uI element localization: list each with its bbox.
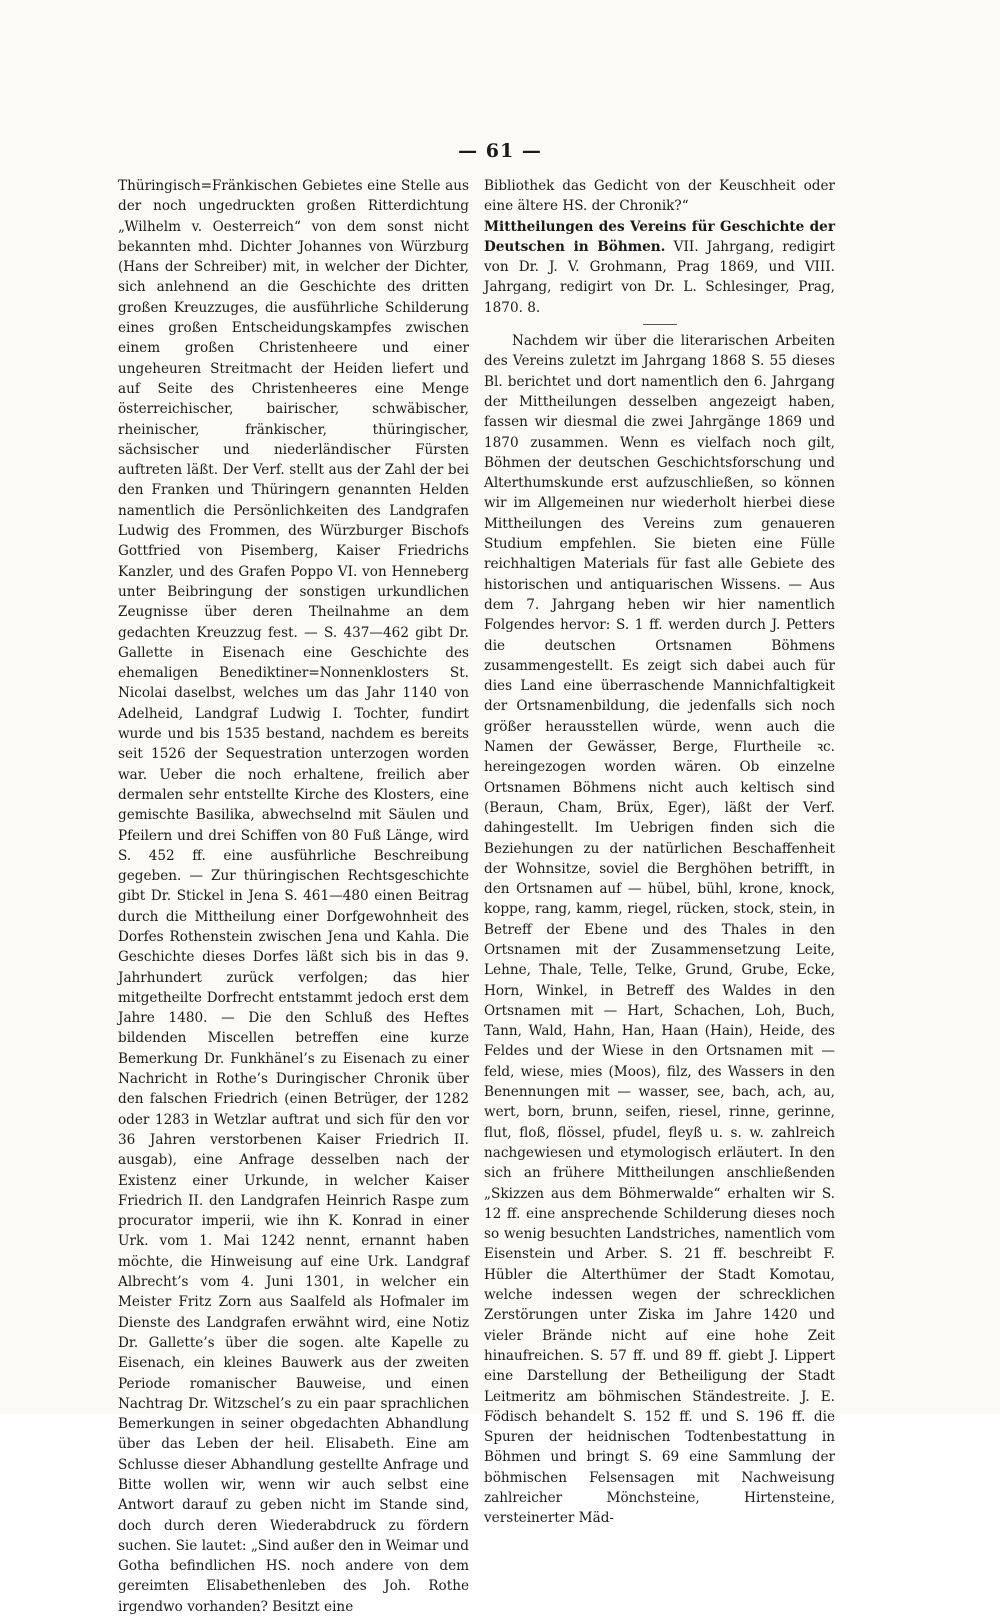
section-divider <box>643 324 677 325</box>
review-heading <box>484 217 835 318</box>
right-column <box>484 176 835 1527</box>
review-details: VII. Jahrgang, redigirt von Dr. J. V. Grohmann, Prag 1869, und VIII. Jahrgang, redigirt von Dr. L. Schlesinger, Prag, 1870. 8. <box>484 238 835 316</box>
review-body: Nachdem wir über die literarischen Arbeiten des Vereins zuletzt im Jahrgang 1868 S. 55 dieses Bl. berichtet und dort namentlich den 6. Jahrgang der Mittheilungen desselben angezeigt haben, fassen wir diesmal die zwei Jahrgänge 1869 und 1870 zusammen. Wenn es vielfach noch gilt, Böhmen der deutschen Geschichtsforschung und Alterthumskunde erst aufzuschließen, so können wir im Allgemeinen nur wiederholt hierbei diese Mittheilungen des Vereins zum genaueren Studium empfehlen. Sie bieten eine Fülle reichhaltigen Materials für fast alle Gebiete des historischen und antiquarischen Wissens. — Aus dem 7. Jahrgang heben wir hier namentlich Folgendes hervor: S. 1 ff. werden durch J. Petters die deutschen Ortsnamen Böhmens zusammengestellt. Es zeigt sich dabei auch für dies Land eine überraschende Mannichfaltigkeit der Ortsnamenbildung, die jedenfalls sich noch größer herausstellen würde, wenn auch die Namen der Gewässer, Berge, Flurtheile ꝛc. hereingezogen worden wären. Ob einzelne Ortsnamen Böhmens nicht auch keltisch sind (Beraun, Cham, Brüx, Eger), läßt der Verf. dahingestellt. Im Uebrigen finden sich die Beziehungen zu der natürlichen Beschaffenheit der Wohnsitze, soviel die Berghöhen betrifft, in den Ortsnamen auf — hübel, bühl, krone, knock, koppe, rang, kamm, riegel, rücken, stock, stein, in Betreff der Ebene und des Thales in den Ortsnamen mit der Zusammensetzung Leite, Lehne, Thale, Telle, Telke, Grund, Grube, Ecke, Horn, Winkel, in Betreff des Waldes in den Ortsnamen mit — Hart, Schachen, Loh, Buch, Tann, Wald, Hahn, Han, Haan (Hain), Heide, des Feldes und der Wiese in den Ortsnamen mit — feld, wiese, mies (Moos), filz, des Wassers in den Benennungen mit — wasser, see, bach, ach, au, wert, born, brunn, seifen, riesel, rinne, gerinne, flut, floß, flössel, pfudel, fleyß u. s. w. zahlreich nachgewiesen und etymologisch erläutert. In den sich an frühere Mittheilungen anschließenden „Skizzen aus dem Böhmerwalde“ erhalten wir S. 12 ff. eine ansprechende Schilderung dieses noch so wenig besuchten Landstriches, namentlich vom Eisenstein und Arber. S. 21 ff. beschreibt F. Hübler die Alterthümer der Stadt Komotau, welche indessen wegen der schrecklichen Zerstörungen unter Ziska im Jahre 1420 und vieler Brände nicht auf eine hohe Zeit hinaufreichen. S. 57 ff. und 89 ff. giebt J. Lippert eine Darstellung der Betheiligung der Stadt Leitmeritz am böhmischen Ständestreite. J. E. Födisch behandelt S. 152 ff. und S. 196 ff. die Spuren der heidnischen Todtenbestattung in Böhmen und bringt S. 69 eine Sammlung der böhmischen Felsensagen mit Nachweisung zahlreicher Mönchsteine, Hirtensteine, versteinerter Mäd- <box>484 333 835 1527</box>
review-title: Mittheilungen des Vereins für Geschichte der Deutschen in Böhmen. <box>484 218 835 255</box>
left-column-text: Thüringisch=Fränkischen Gebietes eine Stelle aus der noch ungedruckten großen Ritterdichtung „Wilhelm v. Oesterreich“ von dem sonst nicht bekannten mhd. Dichter Johannes von Würzburg (Hans der Schreiber) mit, in welcher der Dichter, sich anlehnend an die Geschichte des dritten großen Kreuzzuges, die ausführliche Schilderung eines großen Entscheidungskampfes zwischen einem großen Christenheere und einer ungeheuren Streitmacht der Heiden liefert und auf Seite des Christenheeres eine Menge österreichischer, bairischer, schwäbischer, rheinischer, fränkischer, thüringischer, sächsischer und niederländischer Fürsten auftreten läßt. Der Verf. stellt aus der Zahl der bei den Franken und Thüringern genannten Helden namentlich die Persönlichkeiten des Landgrafen Ludwig des Frommen, des Würzburger Bischofs Gottfried von Pisemberg, Kaiser Friedrichs Kanzler, und des Grafen Poppo VI. von Henneberg unter Beibringung der sonstigen urkundlichen Zeugnisse über deren Theilnahme an dem gedachten Kreuzzug fest. — S. 437—462 gibt Dr. Gallette in Eisenach eine Geschichte des ehemaligen Benediktiner=Nonnenklosters St. Nicolai daselbst, welches um das Jahr 1140 von Adelheid, Landgraf Ludwig I. Tochter, fundirt wurde und bis 1535 bestand, nachdem es bereits seit 1526 der Sequestration unterzogen worden war. Ueber die noch erhaltene, freilich aber dermalen sehr entstellte Kirche des Klosters, eine gemischte Basilika, abwechselnd mit Säulen und Pfeilern und drei Schiffen von 80 Fuß Länge, wird S. 452 ff. eine ausführliche Beschreibung gegeben. — Zur thüringischen Rechtsgeschichte gibt Dr. Stickel in Jena S. 461—480 einen Beitrag durch die Mittheilung einer Dorfgewohnheit des Dorfes Rothenstein zwischen Jena und Kahla. Die Geschichte dieses Dorfes läßt sich bis in das 9. Jahrhundert zurück verfolgen; das hier mitgetheilte Dorfrecht entstammt jedoch erst dem Jahre 1480. — Die den Schluß des Heftes bildenden Miscellen betreffen eine kurze Bemerkung Dr. Funkhänel’s zu Eisenach zu einer Nachricht in Rothe’s Duringischer Chronik über den falschen Friedrich (einen Betrüger, der 1282 oder 1283 in Wetzlar auftrat und sich für den vor 36 Jahren verstorbenen Kaiser Friedrich II. ausgab), eine Anfrage desselben nach der Existenz einer Urkunde, in welcher Kaiser Friedrich II. den Landgrafen Heinrich Raspe zum procurator imperii, wie ihn K. Konrad in einer Urk. vom 1. Mai 1242 nennt, ernannt haben möchte, die Hinweisung auf eine Urk. Landgraf Albrecht’s vom 4. Juni 1301, in welcher ein Meister Fritz Zorn aus Saalfeld als Hofmaler im Dienste des Landgrafen erwähnt wird, eine Notiz Dr. Gallette’s über die sogen. alte Kapelle zu Eisenach, ein kleines Bauwerk aus der zweiten Periode romanischer Bauweise, und einen Nachtrag Dr. Witzschel’s zu ein paar sprachlichen Bemerkungen in seiner obgedachten Abhandlung über das Leben der heil. Elisabeth. Eine am Schlusse dieser Abhandlung gestellte Anfrage und Bitte wollen wir, wenn wir auch selbst eine Antwort darauf zu geben nicht im Stande sind, doch durch deren Wiederabdruck zu fördern suchen. Sie lautet: „Sind außer den in Weimar und Gotha befindlichen HS. noch andere von dem gereimten Elisabethenleben des Joh. Rothe irgendwo vorhanden? Besitzt eine <box>118 178 469 1615</box>
right-column-intro: Bibliothek das Gedicht von der Keuschheit oder eine ältere HS. der Chronik?“ <box>484 178 835 215</box>
left-column <box>118 176 469 1615</box>
page-number: — 61 — <box>458 140 542 162</box>
